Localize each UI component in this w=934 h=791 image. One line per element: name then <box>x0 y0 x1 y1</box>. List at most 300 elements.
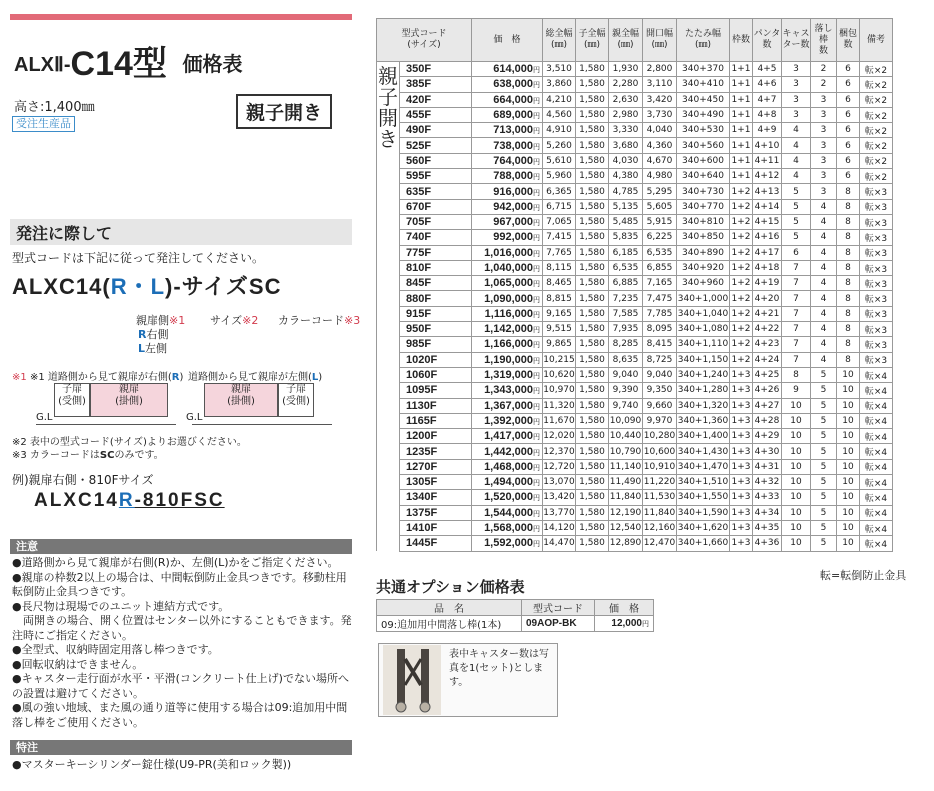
cell-value: 1+1 <box>730 77 753 92</box>
table-row <box>377 459 893 474</box>
cell-value: 転×4 <box>860 383 893 398</box>
code-format <box>12 270 281 301</box>
header-frames: 枠数 <box>730 19 753 62</box>
cell-value: 8 <box>837 291 860 306</box>
cell-value: 1+2 <box>730 184 753 199</box>
top-accent-bar <box>10 14 352 20</box>
cell-value: 12,160 <box>643 520 677 535</box>
cell-value: 340+1,470 <box>677 459 730 474</box>
yen-unit: 円 <box>533 128 540 136</box>
label-size <box>210 312 258 328</box>
cell-value: 転×3 <box>860 245 893 260</box>
cell-value: 4+28 <box>753 413 782 428</box>
cell-value: 1,580 <box>576 77 609 92</box>
cell-value: 5 <box>811 383 837 398</box>
cell-value: 11,490 <box>609 475 643 490</box>
code-part-color: SC <box>248 274 282 299</box>
cell-value: 10,280 <box>643 429 677 444</box>
cell-value: 4+29 <box>753 429 782 444</box>
cell-value: 3 <box>811 138 837 153</box>
cell-value: 転×3 <box>860 276 893 291</box>
cell-value: 転×3 <box>860 260 893 275</box>
cell-value: 3 <box>811 153 837 168</box>
cell-value: 7 <box>782 260 811 275</box>
cell-value: 6 <box>837 138 860 153</box>
table-row <box>377 520 893 535</box>
gl-label: G.L <box>36 412 53 423</box>
cell-value: 1+1 <box>730 107 753 122</box>
side-label-char: 子 <box>378 85 398 109</box>
yen-unit: 円 <box>533 403 540 411</box>
child-door-label: 子扉 <box>62 384 82 395</box>
cell-value: 340+920 <box>677 260 730 275</box>
cell-value: 5 <box>811 536 837 551</box>
diagram-left-caption <box>188 368 322 383</box>
cell-value: 4+27 <box>753 398 782 413</box>
cell-value: 340+600 <box>677 153 730 168</box>
cell-value: 340+1,400 <box>677 429 730 444</box>
cell-value: 10 <box>837 490 860 505</box>
cell-value: 4 <box>811 322 837 337</box>
cell-value: 1,580 <box>576 107 609 122</box>
price-value: 689,000 <box>493 109 533 122</box>
cell-value: 8,815 <box>543 291 576 306</box>
cell-value: 4+12 <box>753 169 782 184</box>
cell-value: 1+1 <box>730 138 753 153</box>
cell-value: 3,860 <box>543 77 576 92</box>
cell-code: 350F <box>400 62 472 77</box>
caution-item: ●長尺物は現場でのユニット連結方式です。 <box>12 599 230 613</box>
table-row <box>377 337 893 352</box>
cell-value: 転×2 <box>860 138 893 153</box>
parent-door-sub-left: (掛側) <box>227 396 255 407</box>
r-code: R <box>138 328 147 341</box>
table-row <box>377 77 893 92</box>
cell-value: 10 <box>782 536 811 551</box>
cell-value: 4,910 <box>543 123 576 138</box>
cell-value: 転×4 <box>860 475 893 490</box>
cell-price <box>472 444 543 459</box>
cell-value: 340+1,000 <box>677 291 730 306</box>
cell-value: 1,580 <box>576 184 609 199</box>
cell-value: 6,365 <box>543 184 576 199</box>
cell-value: 4+10 <box>753 138 782 153</box>
price-value: 738,000 <box>493 139 533 152</box>
table-row <box>377 413 893 428</box>
cell-value: 10 <box>837 383 860 398</box>
cell-value: 340+410 <box>677 77 730 92</box>
opt-name: 09:追加用中間落し棒(1本) <box>377 616 522 632</box>
yen-unit: 円 <box>533 510 540 518</box>
cell-value: 10 <box>782 429 811 444</box>
cell-value: 5,135 <box>609 199 643 214</box>
cell-value: 5 <box>811 429 837 444</box>
cell-value: 1,580 <box>576 245 609 260</box>
cell-value: 1,580 <box>576 490 609 505</box>
cell-code: 1410F <box>400 520 472 535</box>
cell-price <box>472 429 543 444</box>
cell-value: 8 <box>837 260 860 275</box>
cell-value: 3 <box>811 123 837 138</box>
code-part-size: )-サイズ <box>165 274 249 299</box>
price-value: 916,000 <box>493 185 533 198</box>
cell-value: 6 <box>837 77 860 92</box>
cell-value: 6 <box>837 107 860 122</box>
cell-value: 4+26 <box>753 383 782 398</box>
table-row <box>377 123 893 138</box>
cell-code: 1340F <box>400 490 472 505</box>
cell-price <box>472 123 543 138</box>
options-table <box>376 599 654 632</box>
yen-unit: 円 <box>533 220 540 228</box>
cell-value: 6,535 <box>643 245 677 260</box>
cell-value: 10 <box>837 444 860 459</box>
cell-value: 6,225 <box>643 230 677 245</box>
code-part-side: R・L <box>110 274 166 299</box>
cell-value: 4+6 <box>753 77 782 92</box>
order-instruction: 型式コードは下記に従って発注してください。 <box>12 251 265 265</box>
cell-value: 10,970 <box>543 383 576 398</box>
yen-unit: 円 <box>533 113 540 121</box>
cell-value: 340+810 <box>677 214 730 229</box>
cell-value: 4+31 <box>753 459 782 474</box>
cell-price <box>472 107 543 122</box>
cell-value: 1,580 <box>576 169 609 184</box>
table-row <box>377 199 893 214</box>
price-value: 638,000 <box>493 78 533 91</box>
table-row <box>377 184 893 199</box>
cell-code: 490F <box>400 123 472 138</box>
cell-value: 7 <box>782 276 811 291</box>
cell-value: 6 <box>837 169 860 184</box>
cell-value: 4 <box>811 306 837 321</box>
table-row <box>377 475 893 490</box>
cell-value: 転×4 <box>860 398 893 413</box>
cell-value: 5,485 <box>609 214 643 229</box>
mark-3: ※3 <box>344 314 361 327</box>
example-part-c: -810FSC <box>134 490 225 511</box>
series-prefix: ALXⅡ- <box>14 54 71 76</box>
cell-value: 4,980 <box>643 169 677 184</box>
yen-unit: 円 <box>533 296 540 304</box>
price-value: 664,000 <box>493 93 533 106</box>
cell-value: 10 <box>837 367 860 382</box>
cell-value: 1+3 <box>730 398 753 413</box>
diag2-text: 道路側から見て親扉が左側( <box>188 372 312 383</box>
yen-unit: 円 <box>533 235 540 243</box>
yen-unit: 円 <box>533 204 540 212</box>
cell-value: 4+13 <box>753 184 782 199</box>
cell-value: 11,220 <box>643 475 677 490</box>
cell-value: 1+3 <box>730 444 753 459</box>
cell-code: 1270F <box>400 459 472 474</box>
gl-label-left: G.L <box>186 412 203 423</box>
cell-value: 8,095 <box>643 322 677 337</box>
cell-value: 1+3 <box>730 413 753 428</box>
cell-value: 4+22 <box>753 322 782 337</box>
cell-value: 3,730 <box>643 107 677 122</box>
cell-value: 5,915 <box>643 214 677 229</box>
cell-value: 8,465 <box>543 276 576 291</box>
cell-value: 4 <box>811 276 837 291</box>
cell-value: 1+2 <box>730 230 753 245</box>
cell-value: 340+1,150 <box>677 352 730 367</box>
mark-2: ※2 <box>242 314 259 327</box>
cell-code: 560F <box>400 153 472 168</box>
cell-value: 340+1,110 <box>677 337 730 352</box>
yen-unit: 円 <box>533 495 540 503</box>
cell-value: 1+1 <box>730 123 753 138</box>
table-row <box>377 153 893 168</box>
cell-value: 転×4 <box>860 444 893 459</box>
cell-value: 4,670 <box>643 153 677 168</box>
cell-value: 5 <box>811 520 837 535</box>
child-door-label-left: 子扉 <box>286 384 306 395</box>
cell-value: 10,620 <box>543 367 576 382</box>
cell-value: 1+2 <box>730 337 753 352</box>
child-door-box-left <box>278 383 314 417</box>
cell-value: 340+1,320 <box>677 398 730 413</box>
price-value: 1,040,000 <box>484 262 533 274</box>
cell-value: 7,235 <box>609 291 643 306</box>
child-door-box <box>54 383 90 417</box>
cell-value: 4+15 <box>753 214 782 229</box>
cell-value: 6 <box>837 62 860 77</box>
cell-value: 4 <box>782 138 811 153</box>
cell-value: 2 <box>811 62 837 77</box>
cell-code: 810F <box>400 260 472 275</box>
cell-value: 転×4 <box>860 459 893 474</box>
opt-header-code: 型式コード <box>522 600 595 616</box>
cell-value: 1+1 <box>730 62 753 77</box>
cell-value: 4+35 <box>753 520 782 535</box>
cell-code: 705F <box>400 214 472 229</box>
diag2-close: ) <box>318 372 323 383</box>
cell-value: 1+2 <box>730 291 753 306</box>
cell-value: 1,580 <box>576 62 609 77</box>
price-value: 1,468,000 <box>484 460 533 473</box>
cell-value: 14,120 <box>543 520 576 535</box>
yen-unit: 円 <box>533 526 540 534</box>
caution-heading: 注意 <box>16 540 38 553</box>
cell-code: 1060F <box>400 367 472 382</box>
cell-value: 8,285 <box>609 337 643 352</box>
cell-value: 9,970 <box>643 413 677 428</box>
cell-value: 4+9 <box>753 123 782 138</box>
cell-value: 4,560 <box>543 107 576 122</box>
cell-value: 3 <box>782 62 811 77</box>
parent-door-box <box>90 383 168 417</box>
cell-value: 1,580 <box>576 475 609 490</box>
cell-value: 9,040 <box>609 367 643 382</box>
yen-unit: 円 <box>533 541 540 549</box>
diag1-close: ) <box>179 372 184 383</box>
cell-value: 8 <box>837 245 860 260</box>
options-header <box>377 600 654 616</box>
cell-code: 1235F <box>400 444 472 459</box>
price-value: 1,319,000 <box>484 369 533 382</box>
cell-value: 7 <box>782 352 811 367</box>
diag1-code: R <box>171 372 180 383</box>
cell-value: 1,580 <box>576 536 609 551</box>
cell-value: 340+1,620 <box>677 520 730 535</box>
cell-value: 11,840 <box>643 505 677 520</box>
cell-value: 4 <box>811 245 837 260</box>
cell-value: 1,580 <box>576 413 609 428</box>
table-row <box>377 92 893 107</box>
caution-item: ●キャスター走行面が水平・平滑(コンクリート仕上げ)でない場所への設置は避けてください。 <box>12 672 349 700</box>
cell-value: 4 <box>811 230 837 245</box>
cell-value: 6,885 <box>609 276 643 291</box>
cell-value: 5 <box>811 398 837 413</box>
cell-value: 10 <box>837 413 860 428</box>
cell-value: 10 <box>782 505 811 520</box>
cell-value: 10,790 <box>609 444 643 459</box>
parent-door-box-left <box>204 383 278 417</box>
example-part-a: ALXC14 <box>34 490 119 511</box>
cell-value: 転×3 <box>860 291 893 306</box>
cell-value: 5,960 <box>543 169 576 184</box>
yen-unit: 円 <box>533 174 540 182</box>
cell-value: 3 <box>811 92 837 107</box>
cell-value: 1+2 <box>730 352 753 367</box>
cell-value: 11,840 <box>609 490 643 505</box>
cell-value: 7 <box>782 337 811 352</box>
yen-unit: 円 <box>533 97 540 105</box>
cell-value: 13,770 <box>543 505 576 520</box>
diagram-right-caption <box>12 368 183 383</box>
header-casters: キャス ター数 <box>782 19 811 62</box>
label-size-text: サイズ <box>210 314 243 327</box>
cell-value: 4+19 <box>753 276 782 291</box>
options-title: 共通オプション価格表 <box>376 578 525 596</box>
caution-item: ●回転収納はできません。 <box>12 657 144 671</box>
table-row <box>377 245 893 260</box>
cell-value: 4 <box>811 214 837 229</box>
order-section-header <box>10 219 352 245</box>
cell-value: 10 <box>782 444 811 459</box>
yen-unit: 円 <box>533 357 540 365</box>
price-value: 1,520,000 <box>484 491 533 504</box>
cell-code: 385F <box>400 77 472 92</box>
cell-value: 10 <box>837 475 860 490</box>
price-value: 1,494,000 <box>484 476 533 489</box>
cell-value: 12,020 <box>543 429 576 444</box>
cell-value: 5,835 <box>609 230 643 245</box>
cell-code: 1445F <box>400 536 472 551</box>
cell-price <box>472 214 543 229</box>
price-value: 788,000 <box>493 170 533 183</box>
cell-value: 2,280 <box>609 77 643 92</box>
cell-value: 1,580 <box>576 306 609 321</box>
cell-code: 775F <box>400 245 472 260</box>
yen-unit: 円 <box>533 464 540 472</box>
side-label-char: 開 <box>378 106 398 130</box>
cell-value: 10 <box>837 429 860 444</box>
cell-code: 635F <box>400 184 472 199</box>
cell-value: 8,725 <box>643 352 677 367</box>
cell-value: 4 <box>811 291 837 306</box>
series-suffix: 価格表 <box>182 54 243 76</box>
cell-value: 転×3 <box>860 337 893 352</box>
cell-price <box>472 490 543 505</box>
cell-value: 8,415 <box>643 337 677 352</box>
cell-value: 4+24 <box>753 352 782 367</box>
cell-value: 1+2 <box>730 199 753 214</box>
cell-code: 1375F <box>400 505 472 520</box>
cell-value: 4+16 <box>753 230 782 245</box>
cell-price <box>472 62 543 77</box>
cell-value: 転×2 <box>860 107 893 122</box>
cell-value: 10 <box>837 536 860 551</box>
table-row <box>377 169 893 184</box>
cell-code: 880F <box>400 291 472 306</box>
cell-value: 1+1 <box>730 169 753 184</box>
cell-value: 5 <box>782 230 811 245</box>
cell-price <box>472 536 543 551</box>
header-packages: 梱包 数 <box>837 19 860 62</box>
cell-value: 1,580 <box>576 337 609 352</box>
cell-value: 10 <box>782 490 811 505</box>
cell-value: 340+730 <box>677 184 730 199</box>
cell-value: 5 <box>811 367 837 382</box>
yen-unit: 円 <box>533 327 540 335</box>
cell-price <box>472 260 543 275</box>
left-side-legend <box>138 340 167 356</box>
cell-value: 3,110 <box>643 77 677 92</box>
cell-value: 4+32 <box>753 475 782 490</box>
table-row <box>377 230 893 245</box>
opt-price-value: 12,000 <box>611 618 642 629</box>
cell-code: 1165F <box>400 413 472 428</box>
made-to-order-badge: 受注生産品 <box>12 116 75 132</box>
cell-value: 転×2 <box>860 77 893 92</box>
order-heading: 発注に際して <box>16 224 113 243</box>
cell-price <box>472 383 543 398</box>
caution-item: ●道路側から見て親扉が右側(R)か、左側(L)かをご指定ください。 <box>12 556 339 569</box>
cell-value: 8 <box>837 322 860 337</box>
yen-unit: 円 <box>533 449 540 457</box>
table-row <box>377 107 893 122</box>
yen-unit: 円 <box>533 373 540 381</box>
cell-value: 6,185 <box>609 245 643 260</box>
header-folded-width: たたみ幅 (㎜) <box>677 19 730 62</box>
price-value: 1,568,000 <box>484 522 533 535</box>
cell-value: 7,765 <box>543 245 576 260</box>
cell-value: 4,785 <box>609 184 643 199</box>
cell-value: 1+3 <box>730 520 753 535</box>
cell-value: 4+14 <box>753 199 782 214</box>
cell-value: 1+3 <box>730 383 753 398</box>
yen-unit: 円 <box>533 143 540 151</box>
price-value: 713,000 <box>493 124 533 137</box>
cell-value: 4 <box>811 260 837 275</box>
cell-value: 4+11 <box>753 153 782 168</box>
cell-value: 5 <box>782 214 811 229</box>
cell-value: 10,440 <box>609 429 643 444</box>
cell-value: 8 <box>837 276 860 291</box>
cell-value: 9,040 <box>643 367 677 382</box>
yen-unit: 円 <box>533 67 540 75</box>
cell-value: 1,580 <box>576 367 609 382</box>
side-label-char: 親 <box>378 64 398 88</box>
cell-value: 1+3 <box>730 536 753 551</box>
cell-value: 340+370 <box>677 62 730 77</box>
label-color-text: カラーコード <box>278 314 344 327</box>
cell-value: 5,260 <box>543 138 576 153</box>
header-parent-width: 親全幅 (㎜) <box>609 19 643 62</box>
table-row <box>377 322 893 337</box>
